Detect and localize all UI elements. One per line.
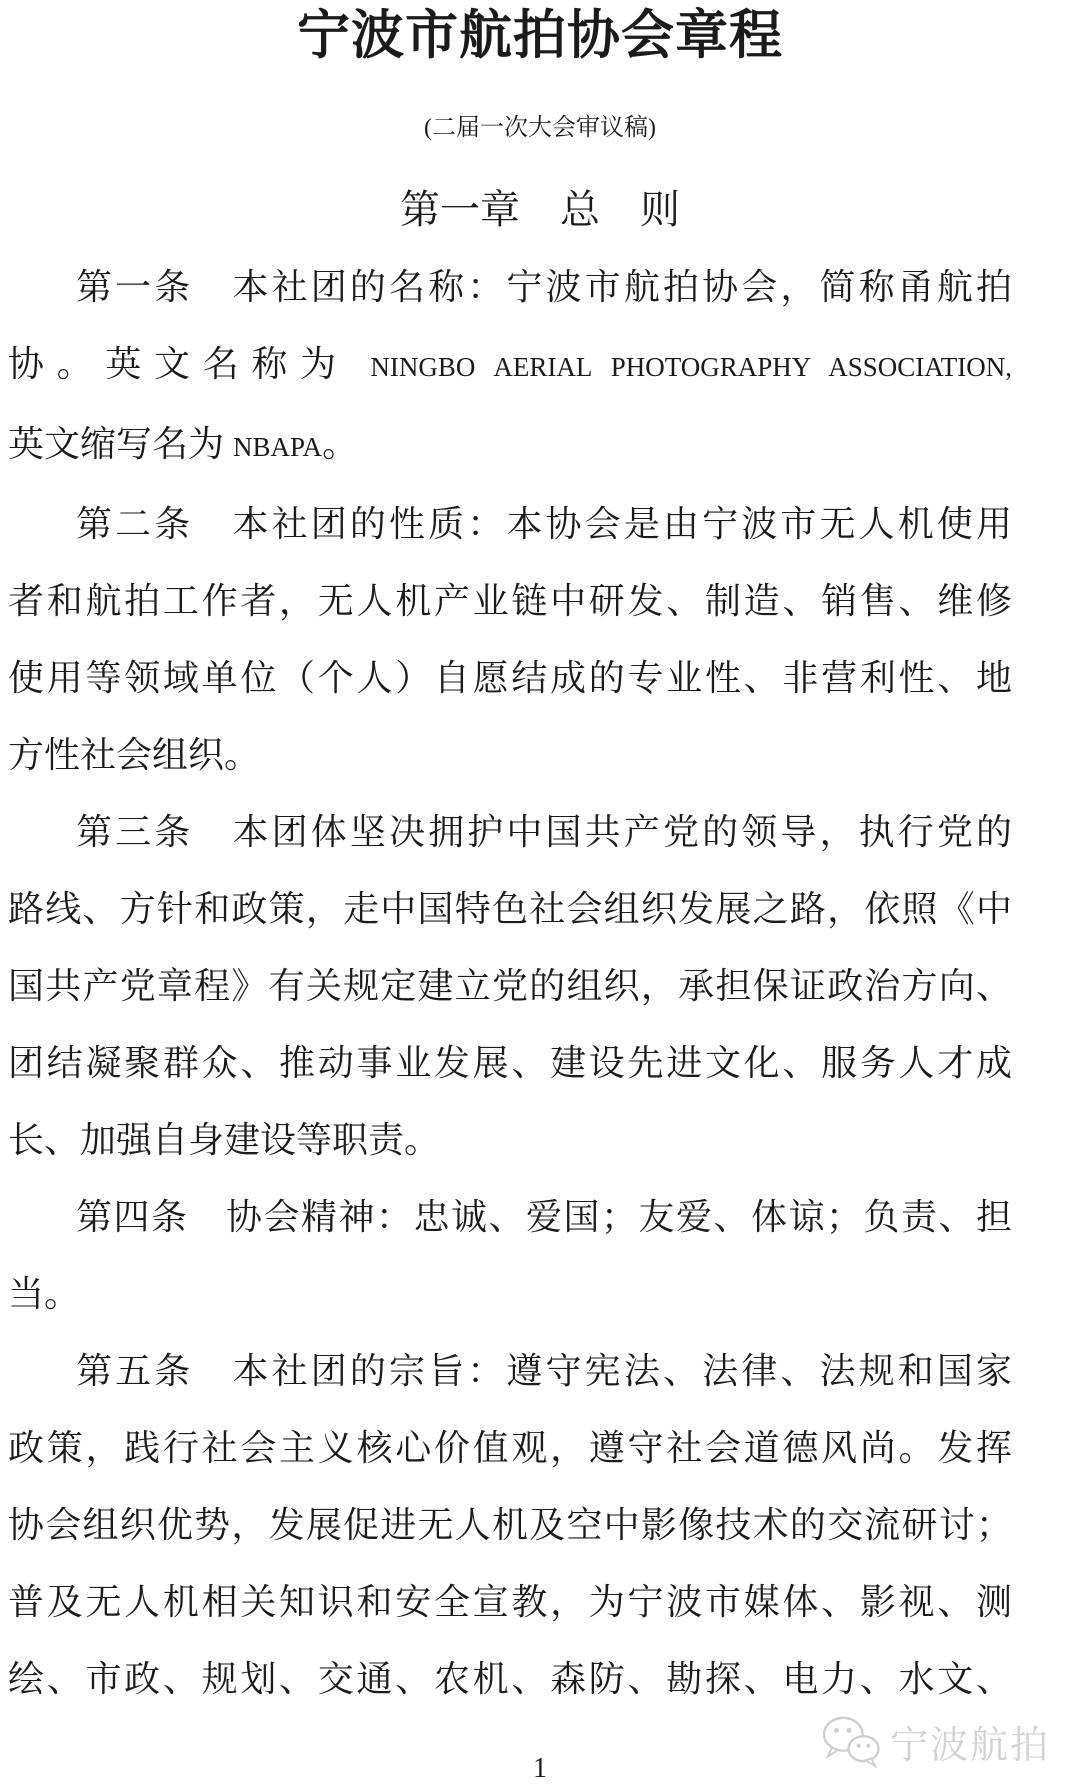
paragraph — [8, 794, 1012, 1179]
text-line: 普及无人机相关知识和安全宣教，为宁波市媒体、影视、测 — [8, 1582, 1012, 1622]
chapter-heading: 第一章 总 则 — [400, 187, 680, 232]
text-line: 协。英文名称为 NINGBO AERIAL PHOTOGRAPHY ASSOCIATION, — [8, 344, 1012, 384]
text-line: 国共产党章程》有关规定建立党的组织，承担保证政治方向、 — [8, 966, 1012, 1006]
text-line: 英文缩写名为 NBAPA。 — [8, 424, 359, 464]
text-line: 使用等领域单位（个人）自愿结成的专业性、非营利性、地 — [8, 658, 1012, 698]
watermark-label: 宁波航拍 — [889, 1724, 1050, 1767]
text-line: 第一条 本社团的名称：宁波市航拍协会，简称甬航拍 — [76, 267, 1012, 307]
text-line: 长、加强自身建设等职责。 — [8, 1120, 441, 1160]
latin-text: NINGBO AERIAL PHOTOGRAPHY ASSOCIATION, — [370, 352, 1012, 382]
text-line: 政策，践行社会主义核心价值观，遵守社会道德风尚。发挥 — [8, 1428, 1012, 1468]
watermark — [820, 1712, 1050, 1770]
paragraph — [8, 1333, 1012, 1718]
text-line: 第五条 本社团的宗旨：遵守宪法、法律、法规和国家 — [76, 1351, 1012, 1391]
paragraph — [8, 249, 1012, 486]
document-body — [0, 249, 1080, 1718]
document-subtitle: (二届一次大会审议稿) — [424, 115, 656, 141]
text-line: 协会组织优势，发展促进无人机及空中影像技术的交流研讨； — [8, 1505, 1012, 1545]
wechat-icon — [820, 1714, 882, 1768]
text-line: 第三条 本团体坚决拥护中国共产党的领导，执行党的 — [76, 812, 1012, 852]
text-line: 方性社会组织。 — [8, 735, 261, 775]
text-line: 当。 — [8, 1274, 81, 1314]
page-number: 1 — [533, 1753, 547, 1784]
document-title: 宁波市航拍协会章程 — [297, 7, 783, 65]
paragraph — [8, 486, 1012, 794]
text-line: 第二条 本社团的性质：本协会是由宁波市无人机使用 — [76, 504, 1012, 544]
text-line: 绘、市政、规划、交通、农机、森防、勘探、电力、水文、 — [8, 1659, 1012, 1699]
latin-text: NBAPA — [233, 432, 323, 462]
text-line: 团结凝聚群众、推动事业发展、建设先进文化、服务人才成 — [8, 1043, 1012, 1083]
text-line: 者和航拍工作者，无人机产业链中研发、制造、销售、维修 — [8, 581, 1012, 621]
text-line: 路线、方针和政策，走中国特色社会组织发展之路，依照《中 — [8, 889, 1012, 929]
text-line: 第四条 协会精神：忠诚、爱国；友爱、体谅；负责、担 — [76, 1197, 1012, 1237]
paragraph — [8, 1179, 1012, 1333]
